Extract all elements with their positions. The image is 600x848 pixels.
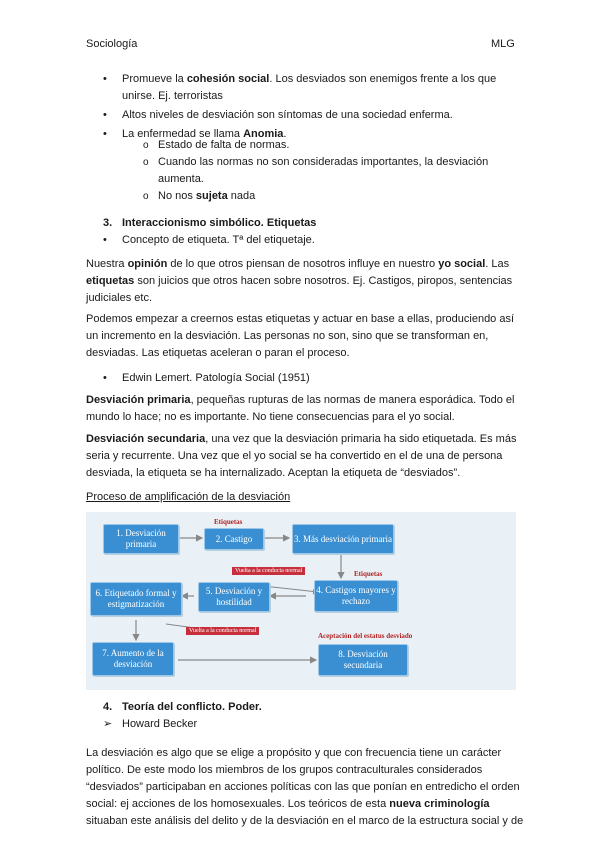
list-item: o Cuando las normas no son consideradas importantes, la desviación aumenta. <box>143 156 489 185</box>
list-item: • La enfermedad se llama Anomia. <box>86 126 526 143</box>
header-left: Sociología <box>86 38 138 50</box>
box-1: 1. Desviación primaria <box>103 524 179 554</box>
box-7: 7. Aumento de la desviación <box>92 642 174 676</box>
bullet-icon: • <box>103 128 107 140</box>
header-right: MLG <box>491 38 515 50</box>
label-etiquetas-1: Etiquetas <box>214 518 243 526</box>
box-2: 2. Castigo <box>204 528 264 550</box>
paragraph-conflict-theory: La desviación es algo que se elige a propósito y que con frecuencia tiene un carácter político. De este modo los miembros de los grupos contraculturales considerados “desviados” participaban en acciones políticas con las que ponían en entredicho el orden social: ej acciones de los homosexuales. Los teóricos de esta nueva criminología situaban este análisis del delito y de la desviación en el marco de la estructura social y de <box>86 747 524 827</box>
box-3: 3. Más desviación primaria <box>292 524 394 554</box>
arrow-bullet-icon: ➢ <box>103 718 113 730</box>
box-5: 5. Desviación y hostilidad <box>198 582 270 612</box>
paragraph-self-belief: Podemos empezar a creernos estas etiquetas y actuar en base a ellas, produciendo así un incremento en la desviación. Las personas no son, sino que se transforman en, desviadas. Las etiquetas aceleran o paran el proceso. <box>86 313 515 359</box>
tag-vuelta-2: Vuelta a la conducta normal <box>186 627 259 635</box>
top-bullet-list <box>86 71 526 143</box>
list-item: o No nos sujeta nada <box>86 188 526 205</box>
section-heading: 4. Teoría del conflicto. Poder. <box>103 701 262 713</box>
paragraph-primary-deviance: Desviación primaria, pequeñas rupturas de las normas de manera esporádica. Todo el mundo lo hace; no es importante. No tiene consecuencias para el yo social. <box>86 394 515 423</box>
list-item: • Edwin Lemert. Patología Social (1951) <box>86 370 526 387</box>
box-8: 8. Desviación secundaria <box>318 644 408 676</box>
tag-vuelta-1: Vuelta a la conducta normal <box>232 567 305 575</box>
list-item: o Estado de falta de normas. <box>86 137 526 154</box>
circle-bullet-icon: o <box>143 140 149 151</box>
box-4: 4. Castigos mayores y rechazo <box>314 580 398 612</box>
list-item: • Altos niveles de desviación son síntomas de una sociedad enferma. <box>86 107 526 124</box>
list-item: • Promueve la cohesión social. Los desviados son enemigos frente a los que unirse. Ej. terroristas <box>103 73 497 102</box>
circle-bullet-icon: o <box>143 191 149 202</box>
paragraph-labels: Nuestra opinión de lo que otros piensan de nosotros influye en nuestro yo social. Las etiquetas son juicios que otros hacen sobre nosotros. Ej. Castigos, piropos, sentencias judiciales etc. <box>86 258 513 304</box>
sub-bullet-list <box>86 137 526 205</box>
label-aceptacion: Aceptación del estatus desviado <box>318 632 413 640</box>
bullet-icon: • <box>103 234 107 246</box>
deviance-amplification-diagram <box>86 512 516 690</box>
bullet-icon: • <box>103 109 107 121</box>
bullet-icon: • <box>103 372 107 384</box>
label-etiquetas-2: Etiquetas <box>354 570 383 578</box>
section4-heading <box>86 699 526 733</box>
section3-heading <box>86 215 526 249</box>
list-item: • Concepto de etiqueta. Tª del etiquetaje. <box>86 232 526 249</box>
section-heading: 3. Interaccionismo simbólico. Etiquetas <box>103 217 317 229</box>
bullet-icon: • <box>103 73 107 85</box>
box-6: 6. Etiquetado formal y estigmatización <box>90 582 182 616</box>
paragraph-secondary-deviance: Desviación secundaria, una vez que la desviación primaria ha sido etiquetada. Es más seria y recurrente. Una vez que el yo social se ha convertido en el de una de persona desviada, la etiqueta se ha internalizado. Aceptan la etiqueta de “desviados”. <box>86 433 517 479</box>
diagram-title: Proceso de amplificación de la desviación <box>86 491 291 503</box>
circle-bullet-icon: o <box>143 157 149 168</box>
lemert-bullet <box>86 370 526 387</box>
list-item: ➢ Howard Becker <box>86 716 526 733</box>
